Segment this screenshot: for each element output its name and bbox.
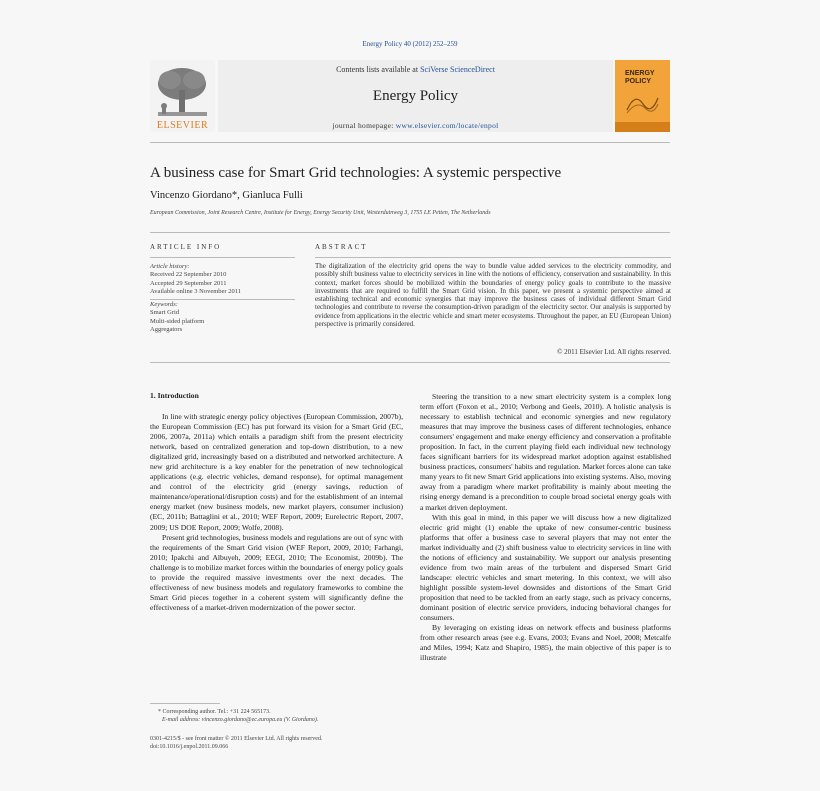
title-divider	[150, 232, 670, 233]
contents-available	[218, 65, 613, 74]
article-title: A business case for Smart Grid technologies: A systemic perspective	[150, 165, 562, 181]
article-affiliation: European Commission, Joint Research Centre, Institute for Energy, Energy Security Unit, Westerduinweg 3, 1755 LE Petten, The Netherlands	[150, 210, 491, 216]
article-history	[150, 263, 300, 296]
keyword: Smart Grid	[150, 309, 180, 317]
cover-strip	[615, 122, 670, 132]
paragraph: In line with strategic energy policy objectives (European Commission, 2007b), the European Commission (EC) has put forward its vision for a Smart Grid (EC, 2006, 2007a, 2011a) which entails a paradigm shift from the present electricity network, based on centralized generation and top-down distribution, to a new digitalized grid, increasingly based on a distributed and networked architecture. A new grid architecture is a key enabler for the penetration of new technological applications (e.g. electric vehicles, demand response), for optimal management and control of the electricity grid (energy savings, reduction of maintenance/operational/disruption costs) and for the establishment of an internal energy market (new business models, new market players, consumer inclusion) (EC, 2011b; Battaglini et al., 2010; WEF Report, 2009; Eurelectric Report, 2007, 2009; US DOE Report, 2009; Wolfe, 2008).	[150, 412, 403, 532]
sciencedirect-link[interactable]: SciVerse ScienceDirect	[420, 65, 495, 74]
cover-graphic-icon	[625, 90, 660, 115]
footnote-email[interactable]: E-mail address: vincenzo.giordano@ec.europa.eu (V. Giordano).	[162, 717, 319, 723]
journal-cover	[615, 60, 670, 132]
right-column	[420, 392, 671, 663]
abstract-heading: ABSTRACT	[315, 243, 368, 251]
abstract-text: The digitalization of the electricity grid opens the way to bundle value added services to the electricity commodity, and possibly shift business value to electricity services in line with the notions of efficiency, conservation and sustainability. In this context, market forces should be mobilized within the boundaries of energy policy goals to contribute to the massive investments that are required to fulfill the Smart Grid vision. In this paper, we present a systemic perspective aimed at establishing technical and economic synergies that may improve the business cases of individual different Smart Grid technologies and contribute to reverse the consumption-driven paradigm of the electricity sector. Our analysis is supported by evidence from applications in the electric vehicle and smart meter ecosystems. Throughout the paper, an EU (European Union) perspective is primarily considered.	[315, 262, 671, 329]
footnote-corresponding: * Corresponding author. Tel.: +31 224 565173.	[158, 709, 271, 715]
accepted-date: Accepted 29 September 2011	[150, 279, 227, 287]
cover-title	[625, 70, 655, 86]
homepage-link[interactable]: www.elsevier.com/locate/enpol	[395, 121, 499, 130]
cover-title-line-1: ENERGY	[625, 70, 655, 77]
paragraph: Present grid technologies, business models and regulations are out of sync with the requirements of the Smart Grid vision (WEF Report, 2009, 2010; Farhangi, 2010; Ipakchi and Albuyeh, 2009; EEGI, 2010; The Economist, 2009b). The challenge is to mobilize market forces within the boundaries of energy policy goals to provide the required massive investments over the next decades. The effectiveness of new business models and regulatory frameworks to combine the Smart Grid pieces together in a coherent system will significantly define the effectiveness of a market-driven modernization of the power sector.	[150, 532, 403, 612]
keywords-block	[150, 301, 300, 334]
journal-header	[218, 60, 613, 132]
journal-homepage	[218, 121, 613, 130]
article-authors: Vincenzo Giordano*, Gianluca Fulli	[150, 190, 303, 201]
paragraph: With this goal in mind, in this paper we will discuss how a new digitalized electric grid might (1) enable the uptake of new consumer-centric business platforms that offer a business case to several players that may not enter the market individually and (2) shift business value to electricity services in line with the notions of efficiency and sustainability. We support our analysis presenting evidence from two main areas of the turbulent and dispersed Smart Grid landscape: electric vehicles and smart metering. In this context, we will also highlight possible system-level downsides and distortions of the Smart Grid proposition that need to be tackled from an early stage, such as privacy concerns, dominant position of electric service providers, inducing behavioral changes for consumers.	[420, 512, 671, 623]
journal-citation[interactable]: Energy Policy 40 (2012) 252–259	[362, 40, 458, 48]
paragraph: Steering the transition to a new smart electricity system is a complex long term effort (Foxon et al., 2010; Verbong and Geels, 2010). A holistic analysis is necessary to establish technical and economic synergies and new regulatory measures that may improve the business cases of different technologies, enhance consumers' engagement and make energy efficiency and conservation a profitable proposition. In fact, in the current playing field each individual new technology faces significant barriers for its widespread market adoption against established business practices, consumers' habits and regulation. Market forces alone can take many years to fit new Smart Grid applications into existing systems. Also, moving away from a paradigm where market profitability is mainly about meeting the rising energy demand is a precondition to couple broad societal energy goals with a market driven deployment.	[420, 392, 671, 512]
received-date: Received 22 September 2010	[150, 271, 227, 279]
online-date: Available online 3 November 2011	[150, 287, 241, 295]
abstract-bottom-rule	[150, 362, 670, 363]
abstract-rule	[315, 257, 671, 258]
article-info-heading: ARTICLE INFO	[150, 243, 222, 251]
cover-title-line-2: POLICY	[625, 78, 652, 85]
doi-line[interactable]: doi:10.1016/j.enpol.2011.09.066	[150, 744, 229, 750]
section-heading: 1. Introduction	[150, 391, 199, 400]
contents-prefix: Contents lists available at	[336, 65, 421, 74]
abstract-copyright: © 2011 Elsevier Ltd. All rights reserved.	[557, 348, 671, 356]
keywords-label: Keywords:	[150, 301, 178, 308]
article-info-rule	[150, 257, 295, 258]
header-divider	[150, 142, 670, 143]
keyword: Multi-sided platform	[150, 317, 205, 325]
homepage-prefix: journal homepage:	[332, 121, 396, 130]
history-rule	[150, 299, 295, 300]
elsevier-wordmark: ELSEVIER	[156, 120, 209, 131]
history-label: Article history:	[150, 263, 190, 270]
paragraph: By leveraging on existing ideas on network effects and business platforms from other research areas (see e.g. Evans, 2003; Evans and Noel, 2008; Metcalfe and Miles, 1994; Katz and Shapiro, 1985), the main objective of this paper is to illustrate	[420, 623, 671, 663]
left-column	[150, 412, 403, 613]
footnote-rule	[150, 703, 220, 704]
issn-line: 0301-4215/$ - see front matter © 2011 Elsevier Ltd. All rights reserved.	[150, 736, 323, 742]
elsevier-logo	[150, 60, 215, 132]
keyword: Aggregators	[150, 325, 183, 333]
journal-name: Energy Policy	[372, 88, 459, 104]
